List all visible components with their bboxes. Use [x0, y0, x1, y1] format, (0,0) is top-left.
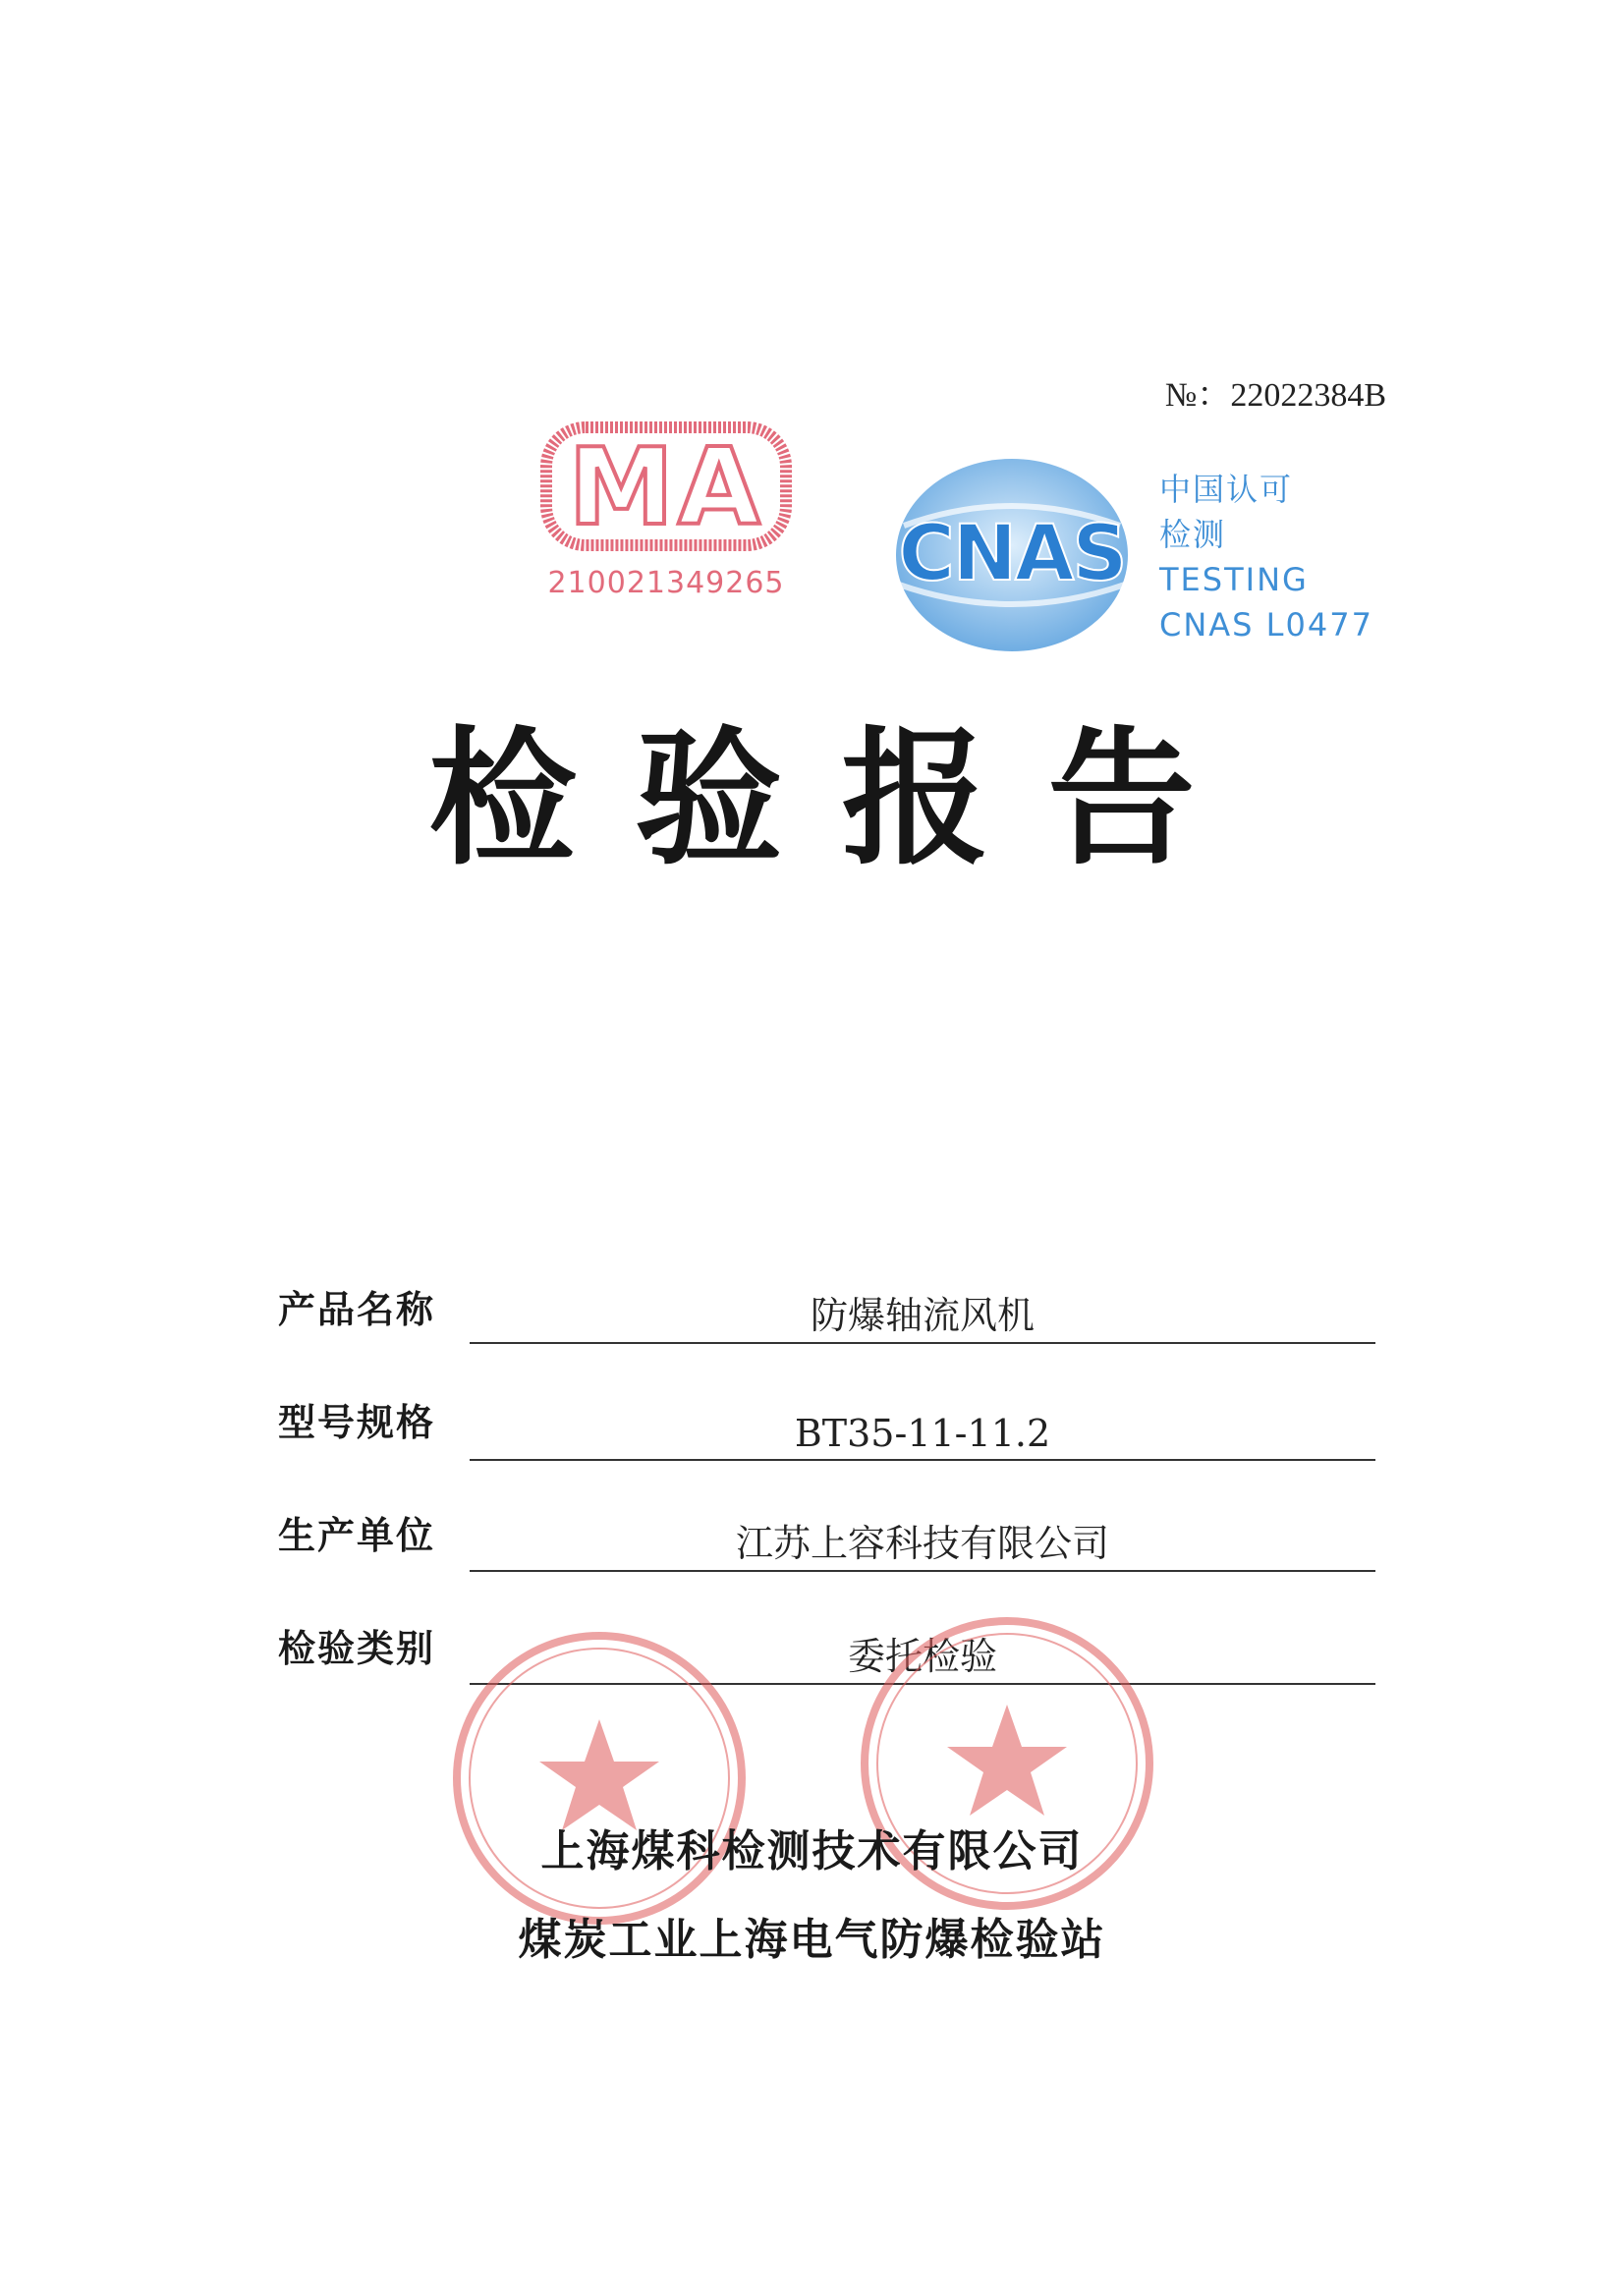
ma-certification-logo [538, 418, 794, 614]
issuer-name-1: 上海煤科检测技术有限公司 [540, 1826, 1084, 1876]
cnas-caption-line1: 中国认可 [1159, 471, 1294, 508]
field-manufacturer [278, 1505, 1375, 1584]
field-label: 检验类别 [278, 1627, 436, 1670]
cnas-accreditation-logo [865, 447, 1149, 663]
field-label: 型号规格 [278, 1401, 436, 1444]
field-value: 防爆轴流风机 [810, 1294, 1035, 1337]
underline [470, 1342, 1375, 1344]
issuer-name-2: 煤炭工业上海电气防爆检验站 [518, 1915, 1106, 1965]
underline [470, 1570, 1375, 1572]
svg-text:CNAS: CNAS [898, 510, 1126, 598]
report-title: 检验报告 [428, 714, 1255, 885]
field-model-spec [278, 1392, 1375, 1471]
field-value: 委托检验 [847, 1635, 997, 1678]
cnas-caption-line2: 检测 [1159, 516, 1227, 553]
field-label: 产品名称 [278, 1288, 436, 1331]
svg-text:210021349265: 210021349265 [547, 566, 785, 600]
field-value: 江苏上容科技有限公司 [735, 1522, 1109, 1565]
cnas-caption [1159, 467, 1373, 647]
cnas-caption-line4: CNAS L0477 [1159, 606, 1373, 644]
field-inspection-type [278, 1618, 1375, 1697]
cnas-caption-line3: TESTING [1159, 561, 1309, 598]
official-seal-left [447, 1626, 752, 1931]
field-value: BT35-11-11.2 [794, 1412, 1051, 1455]
field-product-name [278, 1279, 1375, 1358]
report-number: №：22022384B [1164, 377, 1386, 414]
underline [470, 1459, 1375, 1461]
svg-text:MA: MA [568, 426, 764, 549]
field-label: 生产单位 [278, 1514, 436, 1557]
